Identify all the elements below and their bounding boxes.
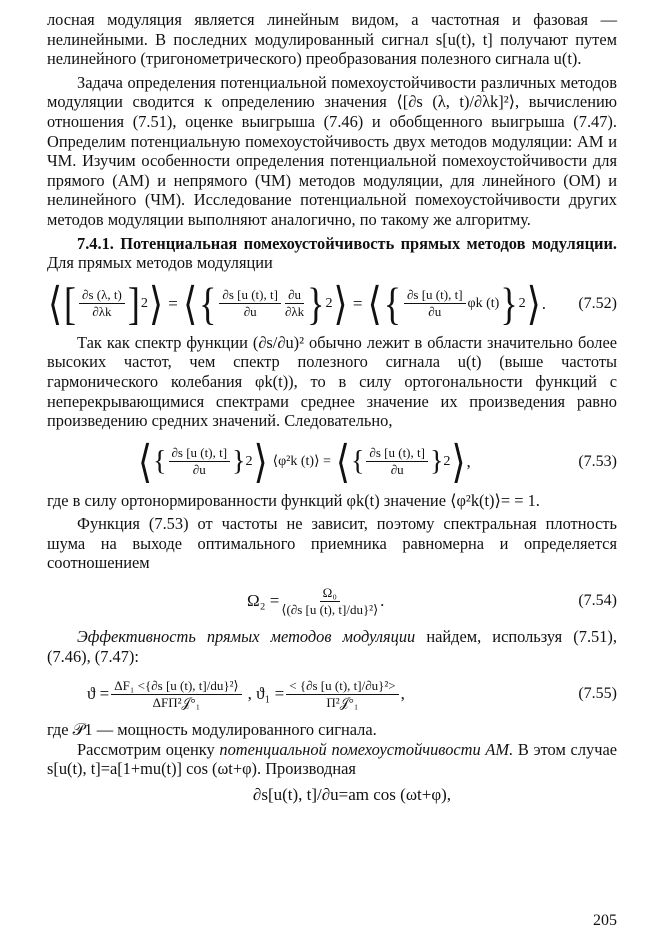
equation-number: (7.52)	[578, 294, 617, 312]
frac-753-a	[169, 446, 231, 477]
heading-title: 7.4.1. Потенциальная помехоустойчивость прямых методов модуляции.	[77, 233, 617, 253]
frac-den: ⟨(∂s [u (t), t]/du}²⟩	[281, 601, 379, 617]
page-number: 205	[593, 912, 617, 929]
equation-number: (7.53)	[578, 452, 617, 470]
paragraph-6	[47, 627, 617, 666]
frac-755-1	[111, 679, 241, 710]
frac-den: ∂λk	[92, 304, 112, 320]
equation-7-52-body: ⟨ [ $\frac{\partial s (\lambda, t)}{\partial\lambda k}$ ] 2 ⟩ = ⟨ { $\frac{\partial s [u (t), t]}{\partial u}$ $\frac{\partial u}{\partial\lambda k}$ } 2 ⟩ = ⟨ { $\frac{\partial s [u (t), t]}{\partial u}$ φk (t) } 2 ⟩ .	[48, 278, 546, 329]
frac-den: ∂u	[428, 304, 442, 320]
eq-755-lhs2: , ϑ₁ =	[247, 684, 285, 704]
frac-755-2	[286, 679, 398, 710]
frac-den: ∂u	[243, 304, 257, 320]
equation-7-53-body: ⟨ { $\frac{\partial s [u (t), t]}{\partial u}$ } 2 ⟩ ⟨φ²k (t)⟩ = ⟨ { $\frac{\partial s [u (t), t]}{\partial u}$ } 2 ⟩ ,	[138, 436, 471, 487]
paragraph-7: где 𝒫1 — мощность модулированного сигнала.	[47, 720, 377, 740]
equation-7-54	[47, 579, 617, 623]
frac-num: ∂s [u (t), t]	[169, 446, 231, 462]
paragraph-8	[47, 740, 617, 779]
paragraph-2: Задача определения потенциальной помехоустойчивости различных методов модуляции сводится к определению значения ⟨[∂s (λ, t)/∂λk]²⟩, вычислению отношения (7.51), оценке выигрыша (7.46) и обобщенного выигрыша (7.47). Определим потенциальную помехоустойчивость двух методов модуляции: АМ и ЧМ. Изучим особенности определения потенциальной помехоустойчивости для прямого (АМ) и непрямого (ЧМ) методов модуляции, для линейного (ОМ) и нелинейного (ЧМ). Исследование потенциальной помехоустойчивости других методов модуляции выполняют аналогично, по такому же алгоритму.	[47, 72, 617, 229]
frac-den: ∂u	[192, 462, 206, 478]
section-heading	[47, 234, 617, 273]
frac-752-l	[79, 288, 125, 319]
equation-7-55	[47, 672, 617, 716]
eq-753-mid: ⟨φ²k (t)⟩ =	[272, 454, 331, 470]
paragraph-8-italic: потенциальной помехоустойчивости АМ.	[219, 739, 514, 759]
paragraph-6-rest: найдем, используя (7.51), (7.46), (7.47):	[47, 627, 617, 666]
equation-7-53	[47, 437, 617, 487]
frac-752-m1	[219, 288, 281, 319]
equation-7-54-body: Ω₂ = $\frac{\text{Ω₀}}{\text{⟨(∂s [u (t), t]/du\}²⟩}}$ .	[247, 584, 385, 617]
heading-rest: Для прямых методов модуляции	[47, 253, 273, 273]
page-content	[47, 10, 617, 805]
paragraph-8-a: Рассмотрим оценку	[77, 739, 220, 759]
frac-num: ΔF₁ <{∂s [u (t), t]/du}²⟩	[111, 679, 241, 695]
paragraph-6-italic: Эффективность прямых методов модуляции	[77, 627, 416, 647]
paragraph-3: Так как спектр функции (∂s/∂u)² обычно лежит в области значительно более высоких частот, чем спектр полезного сигнала u(t) (выше частоты гармонического колебания φk(t)), то в силу ортогональности функций с неперекрывающимися спектрами среднее значение их произведения равно произведению средних значений. Следовательно,	[47, 332, 617, 431]
frac-num: ∂s [u (t), t]	[366, 446, 428, 462]
equation-number: (7.54)	[578, 592, 617, 610]
equation-number: (7.55)	[578, 685, 617, 703]
equation-7-52	[47, 279, 617, 329]
frac-753-b	[366, 446, 428, 477]
frac-752-m2	[285, 288, 304, 319]
frac-num: ∂u	[285, 288, 304, 304]
frac-den: ∂λk	[284, 304, 305, 320]
frac-num: ∂s [u (t), t]	[219, 288, 281, 304]
paragraph-8-b: В этом случае s[u(t), t]=a[1+mu(t)] cos (ωt+φ). Производная	[47, 739, 617, 779]
eq-754-lhs: Ω₂ =	[247, 591, 280, 611]
frac-den: ΔFΠ²𝒥°₁	[152, 694, 201, 710]
equation-7-55-body: ϑ = $\frac{\text{ΔF₁ <\{∂s [u (t), t]/du\}²⟩}}{\text{ΔFΠ²𝒥°₁}}$ , ϑ₁ = $\frac{\text{< \{∂s [u (t), t]/∂u\}²>}}{\text{Π²𝒥°₁}}$ ,	[87, 677, 405, 710]
frac-num: < {∂s [u (t), t]/∂u}²>	[286, 679, 398, 695]
paragraph-4: где в силу ортонормированности функций φk(t) значение ⟨φ²k(t)⟩= = 1.	[47, 490, 540, 510]
frac-num: ∂s [u (t), t]	[404, 288, 466, 304]
frac-752-r	[404, 288, 466, 319]
eq-752-tail: φk (t)	[467, 295, 500, 311]
frac-754	[281, 586, 378, 617]
frac-den: ∂u	[390, 462, 404, 478]
frac-den: Π²𝒥°₁	[326, 694, 359, 710]
frac-num: Ω₀	[320, 586, 340, 602]
paragraph-1: лосная модуляция является линейным видом, а частотная и фазовая — нелинейными. В последних модулированный сигнал s[u(t), t] получают путем нелинейного (тригонометрического) преобразования полезного сигнала u(t).	[47, 10, 617, 69]
eq-755-lhs1: ϑ =	[87, 684, 110, 704]
paragraph-5: Функция (7.53) от частоты не зависит, поэтому спектральная плотность шума на выходе оптимального приемника равномерна и определяется соотношением	[47, 514, 617, 573]
frac-num: ∂s (λ, t)	[79, 288, 125, 304]
equation-derivative: ∂s[u(t), t]/∂u=am cos (ωt+φ),	[252, 785, 452, 805]
